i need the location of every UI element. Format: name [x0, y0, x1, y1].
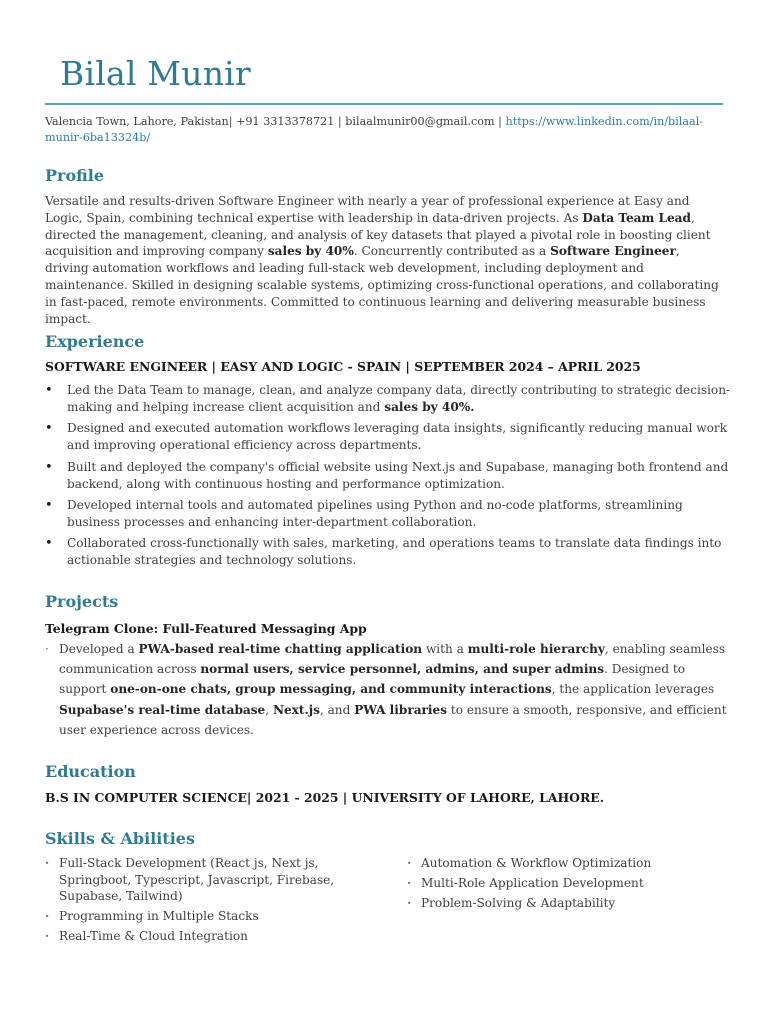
- list-item: • Collaborated cross-functionally with sales, marketing, and operations teams to translate data findings into actionable strategies and technology solutions.: [45, 535, 735, 569]
- list-item: • Designed and executed automation workflows leveraging data insights, significantly reducing manual work and improving operational efficiency across departments.: [45, 420, 735, 454]
- experience-bullets: [45, 382, 735, 573]
- list-item: · Problem-Solving & Adaptability: [407, 895, 707, 912]
- list-item: • Built and deployed the company's official website using Next.js and Supabase, managing both frontend and backend, along with continuous hosting and performance optimization.: [45, 459, 735, 493]
- list-item: • Led the Data Team to manage, clean, and analyze company data, directly contributing to strategic decision-making and helping increase client acquisition and sales by 40%.: [45, 382, 735, 416]
- contact-info: Valencia Town, Lahore, Pakistan| +91 3313378721 | bilaalmunir00@gmail.com |: [45, 115, 506, 128]
- bullet-dot: ·: [45, 642, 49, 656]
- header-divider: [45, 103, 723, 105]
- list-item: · Full-Stack Development (React js, Next js, Springboot, Typescript, Javascript, Firebase, Supabase, Tailwind): [45, 855, 345, 905]
- list-item: · Programming in Multiple Stacks: [45, 908, 345, 925]
- skills-list-left: [45, 855, 345, 947]
- list-item: · Multi-Role Application Development: [407, 875, 707, 892]
- projects-heading: Projects: [45, 592, 119, 611]
- experience-heading: Experience: [45, 332, 145, 351]
- linkedin-link[interactable]: https://www.linkedin.com/in/bilaal-munir-6ba13324b/: [45, 115, 704, 144]
- skills-list-right: [407, 855, 707, 914]
- list-item: • Developed internal tools and automated pipelines using Python and no-code platforms, streamlining business processes and enhancing inter-department collaboration.: [45, 497, 735, 531]
- job-title: SOFTWARE ENGINEER | EASY AND LOGIC - SPAIN | SEPTEMBER 2024 – APRIL 2025: [45, 359, 641, 374]
- profile-summary: Versatile and results-driven Software Engineer with nearly a year of professional experience at Easy and Logic, Spain, combining technical expertise with leadership in data-driven projects. As Data Team Lead, directed the management, cleaning, and analysis of key datasets that played a pivotal role in boosting client acquisition and improving company sales by 40%. Concurrently contributed as a Software Engineer, driving automation workflows and leading full-stack web development, including deployment and maintenance. Skilled in designing scalable systems, optimizing cross-functional operations, and collaborating in fast-paced, remote environments. Committed to continuous learning and delivering measurable business impact.: [45, 194, 719, 326]
- project-title: Telegram Clone: Full-Featured Messaging App: [45, 621, 367, 636]
- education-heading: Education: [45, 762, 136, 781]
- list-item: · Automation & Workflow Optimization: [407, 855, 707, 872]
- list-item: · Real-Time & Cloud Integration: [45, 928, 345, 945]
- profile-heading: Profile: [45, 166, 105, 185]
- contact-line: [45, 114, 725, 145]
- degree-line: B.S IN COMPUTER SCIENCE| 2021 - 2025 | UNIVERSITY OF LAHORE, LAHORE.: [45, 790, 605, 805]
- skills-heading: Skills & Abilities: [45, 829, 195, 848]
- project-description: · Developed a PWA-based real-time chatting application with a multi-role hierarchy, enabling seamless communication across normal users, service personnel, admins, and super admins. Designed to support one-on-one chats, group messaging, and community interactions, the application leverages Supabase's real-time database, Next.js, and PWA libraries to ensure a smooth, responsive, and efficient user experience across devices.: [45, 639, 730, 740]
- candidate-name: Bilal Munir: [60, 54, 251, 93]
